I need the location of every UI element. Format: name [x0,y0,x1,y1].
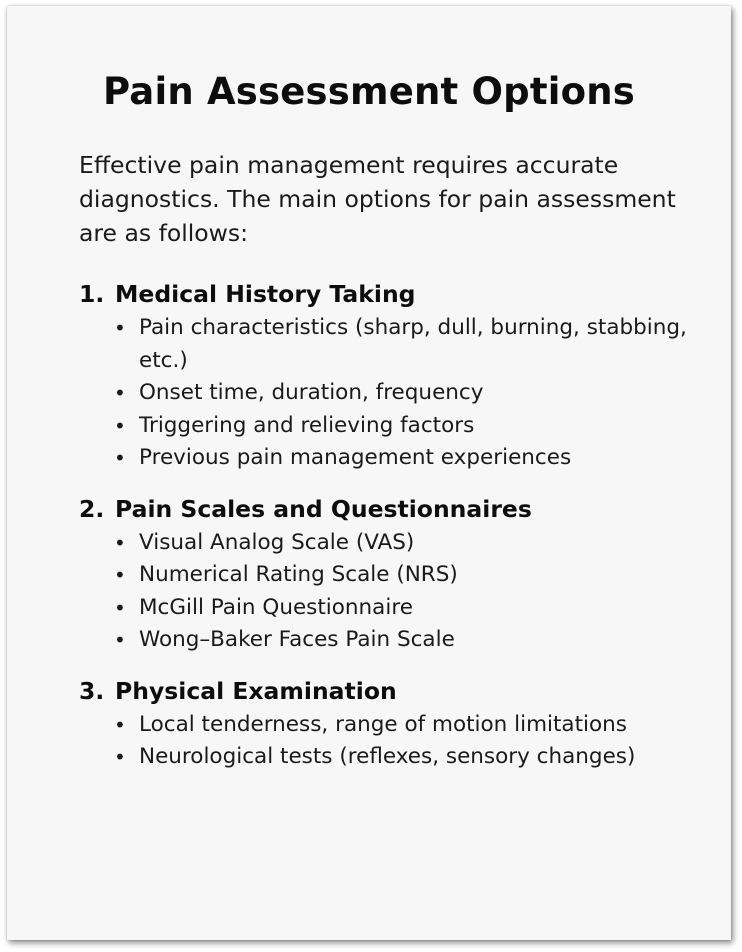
section-heading [79,278,729,310]
list-item-text: Wong–Baker Faces Pain Scale [139,627,455,652]
bullet-icon: • [114,745,126,769]
section-number: 3. [79,676,105,705]
bullet-icon: • [114,563,126,587]
section-title: Medical History Taking [115,280,416,308]
list-item-text: Triggering and relieving factors [139,412,475,438]
section-heading [79,675,729,707]
list-item [114,559,729,592]
section-number: 2. [79,494,105,523]
list-item-text: Visual Analog Scale (VAS) [139,529,415,555]
intro-paragraph: Effective pain management requires accurate diagnostics. The main options for pain assessment are as follows: [79,151,676,247]
list-item [114,709,729,742]
section-items [79,527,729,657]
section-physical-examination [79,675,729,774]
document-card [7,6,731,940]
list-item [114,377,729,410]
list-item-text: Neurological tests (reflexes, sensory changes) [139,744,636,769]
list-item [114,410,729,443]
section-pain-scales [79,493,729,657]
section-items [79,709,729,774]
list-item [114,312,729,377]
section-heading [79,493,729,525]
section-title: Pain Scales and Questionnaires [115,494,532,523]
bullet-icon: • [114,628,126,652]
list-item-text: Pain characteristics (sharp, dull, burning, stabbing, etc.) [139,315,687,373]
list-item-text: Local tenderness, range of motion limitations [139,711,627,737]
section-medical-history [79,278,729,475]
list-item [114,741,729,774]
section-items [79,312,729,475]
section-number: 1. [79,280,105,308]
section-title: Physical Examination [115,676,397,705]
list-item-text: McGill Pain Questionnaire [139,594,413,620]
list-item-text: Previous pain management experiences [139,445,572,470]
list-item [114,527,729,560]
bullet-icon: • [114,595,126,620]
bullet-icon: • [114,316,126,340]
bullet-icon: • [114,446,126,470]
list-item-text: Numerical Rating Scale (NRS) [139,562,458,587]
bullet-icon: • [114,712,126,737]
list-item-text: Onset time, duration, frequency [139,380,484,405]
list-item [114,442,729,475]
list-item [114,592,729,625]
bullet-icon: • [114,530,126,555]
page-title: Pain Assessment Options [102,70,636,113]
list-item [114,624,729,657]
bullet-icon: • [114,381,126,405]
assessment-sections [79,278,729,792]
bullet-icon: • [114,413,126,438]
